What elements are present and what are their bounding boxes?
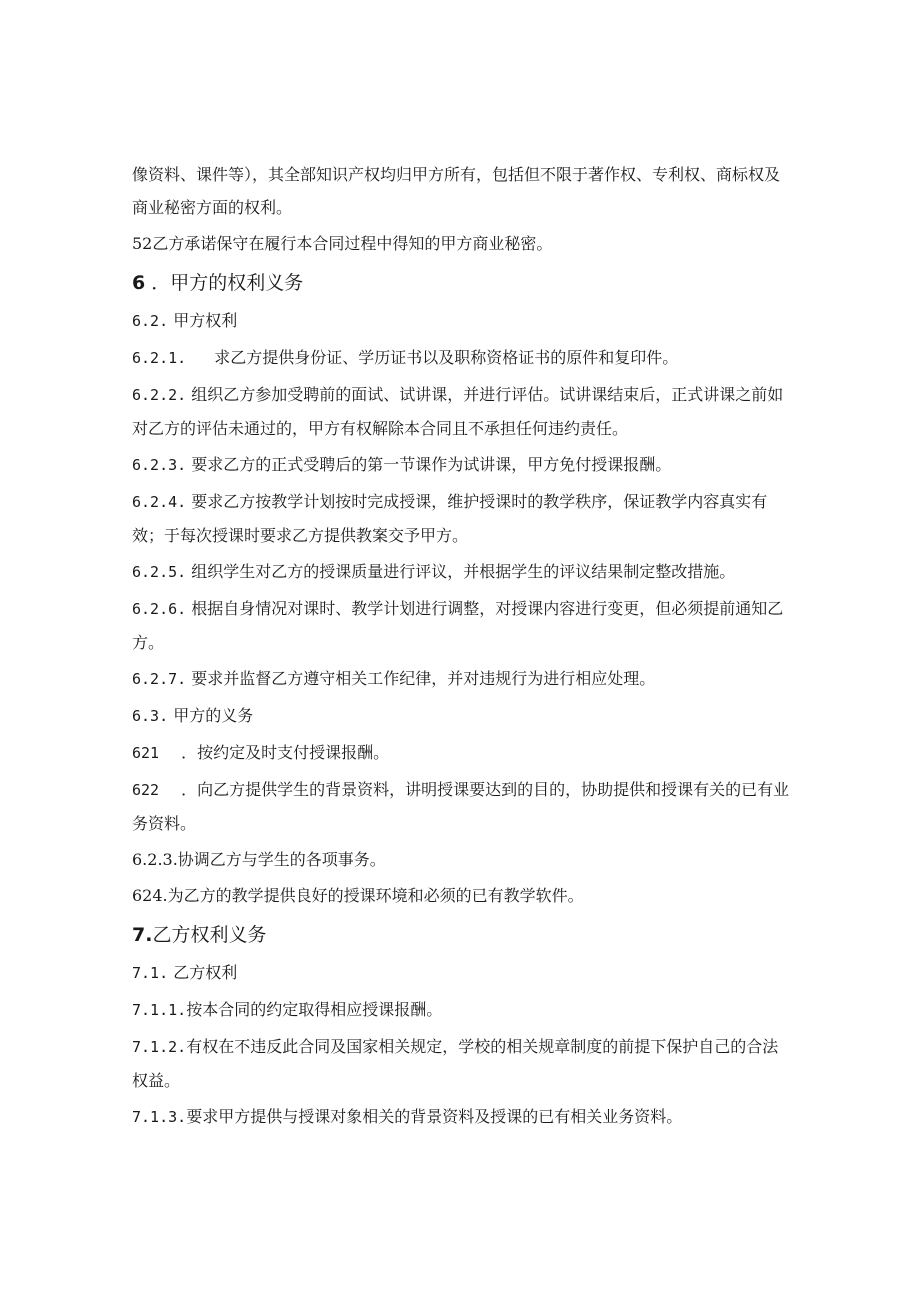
- clause-6-2-6: [132, 592, 792, 659]
- clause-text: 要求乙方的正式受聘后的第一节课作为试讲课，甲方免付授课报酬。: [191, 455, 672, 474]
- section-title: 乙方权利义务: [152, 924, 267, 946]
- clause-6-2-1: [132, 341, 792, 375]
- clause-number: 7.1.2.: [132, 1038, 187, 1056]
- clause-6-2-7: [132, 662, 792, 696]
- clause-number: 622: [132, 781, 160, 799]
- clause-number: 7.1.1.: [132, 1001, 187, 1019]
- clause-number: 6.2.3.: [132, 456, 187, 474]
- section-title: ．甲方的权利义务: [151, 272, 304, 294]
- clause-6-3: [132, 699, 792, 733]
- clause-number: 7.1.: [132, 964, 169, 982]
- section-number: 6: [132, 272, 146, 294]
- clause-text: 根据自身情况对课时、教学计划进行调整，对授课内容进行变更，但必须提前通知乙方。: [132, 599, 784, 652]
- clause-6-2-2: [132, 378, 792, 445]
- paragraph-5-2: [132, 227, 792, 260]
- clause-text: 甲方的义务: [173, 706, 254, 725]
- clause-6-2-3: [132, 448, 792, 482]
- clause-text: 有权在不违反此合同及国家相关规定，学校的相关规章制度的前提下保护自己的合法权益。: [132, 1037, 779, 1090]
- clause-6-2: [132, 304, 792, 338]
- clause-6-2-4: [132, 485, 792, 552]
- clause-text: 甲方权利: [173, 311, 238, 330]
- clause-text: 求乙方提供身份证、学历证书以及职称资格证书的原件和复印件。: [214, 348, 679, 367]
- clause-number: 6.2.2.: [132, 386, 187, 404]
- clause-text: 乙方权利: [173, 963, 238, 982]
- clause-text: 按本合同的约定取得相应授课报酬。: [186, 1000, 443, 1019]
- clause-number: 6.2.7.: [132, 670, 187, 688]
- section-number: 7.: [132, 924, 153, 946]
- clause-number: 621: [132, 744, 160, 762]
- clause-number: 6.2.: [132, 312, 169, 330]
- clause-6-2-3-coordination: [132, 843, 792, 876]
- clause-text: 要求乙方按教学计划按时完成授课，维护授课时的教学秩序，保证教学内容真实有效；于每次授课时要求乙方提供教案交予甲方。: [132, 492, 768, 545]
- clause-number: 7.1.3.: [132, 1108, 187, 1126]
- clause-number: 6.2.5.: [132, 563, 187, 581]
- clause-7-1-2: [132, 1030, 792, 1097]
- clause-621: [132, 736, 792, 770]
- clause-text: 要求甲方提供与授课对象相关的背景资料及授课的已有相关业务资料。: [186, 1107, 683, 1126]
- clause-text: 624.为乙方的教学提供良好的授课环境和必须的已有教学软件。: [132, 886, 584, 905]
- clause-622: [132, 773, 792, 840]
- clause-6-2-5: [132, 555, 792, 589]
- section-heading-7: [132, 919, 792, 952]
- clause-text: ．按约定及时支付授课报酬。: [181, 743, 390, 762]
- document-page: [132, 158, 792, 1137]
- clause-text: 要求并监督乙方遵守相关工作纪律，并对违规行为进行相应处理。: [191, 669, 656, 688]
- paragraph-ip-rights: [132, 158, 792, 224]
- clause-number: 6.2.6.: [132, 600, 187, 618]
- clause-624: [132, 879, 792, 912]
- clause-text: 组织学生对乙方的授课质量进行评议，并根据学生的评议结果制定整改措施。: [191, 562, 736, 581]
- clause-number: 6.2.4.: [132, 493, 187, 511]
- clause-text: 6.2.3.协调乙方与学生的各项事务。: [132, 850, 386, 869]
- paragraph-text: 52乙方承诺保守在履行本合同过程中得知的甲方商业秘密。: [132, 234, 553, 253]
- paragraph-text: 像资料、课件等），其全部知识产权均归甲方所有，包括但不限于著作权、专利权、商标权及商业秘密方面的权利。: [132, 165, 781, 217]
- clause-text: ．向乙方提供学生的背景资料，讲明授课要达到的目的，协助提供和授课有关的已有业务资料。: [132, 780, 790, 833]
- clause-7-1: [132, 956, 792, 990]
- clause-number: 6.3.: [132, 707, 169, 725]
- clause-7-1-1: [132, 993, 792, 1027]
- clause-7-1-3: [132, 1100, 792, 1134]
- section-heading-6: [132, 267, 792, 300]
- clause-text: 组织乙方参加受聘前的面试、试讲课，并进行评估。试讲课结束后，正式讲课之前如对乙方的评估未通过的，甲方有权解除本合同且不承担任何违约责任。: [132, 385, 784, 438]
- clause-number: 6.2.1.: [132, 349, 187, 367]
